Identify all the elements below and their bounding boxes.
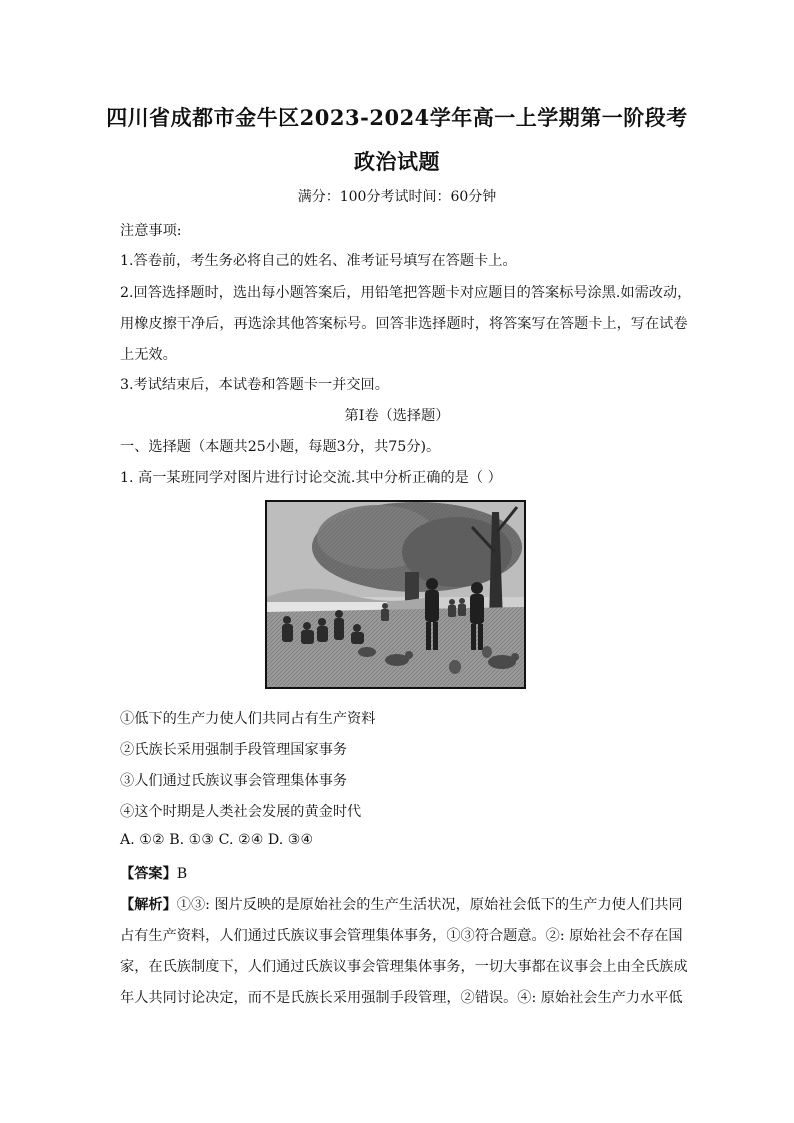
statement-item: ①低下的生产力使人们共同占有生产资料 — [120, 711, 376, 727]
analysis-text: ①③: 图片反映的是原始社会的生产生活状况，原始社会低下的生产力使人们共同 — [176, 897, 683, 913]
note-item: 1.答卷前，考生务必将自己的姓名、准考证号填写在答题卡上。 — [120, 253, 517, 269]
volume-label: 第Ⅰ卷（选择题） — [344, 408, 450, 424]
analysis-line — [120, 894, 683, 914]
answer-value: B — [176, 866, 188, 882]
document-title: 四川省成都市金牛区2023-2024学年高一上学期第一阶段考 — [106, 105, 688, 130]
statement-item: ④这个时期是人类社会发展的黄金时代 — [120, 804, 362, 820]
part-label: 一、选择题（本题共25小题，每题3分，共75分)。 — [120, 439, 441, 455]
answer-label: 【答案】 — [120, 866, 177, 882]
notes-heading: 注意事项: — [120, 223, 182, 239]
answer-line — [120, 863, 680, 883]
statement-item: ③人们通过氏族议事会管理集体事务 — [120, 773, 348, 789]
note-item: 上无效。 — [120, 347, 177, 363]
question-stem: 1. 高一某班同学对图片进行讨论交流.其中分析正确的是（ ） — [120, 470, 502, 486]
statement-item: ②氏族长采用强制手段管理国家事务 — [120, 742, 348, 758]
document-subtitle: 政治试题 — [354, 149, 440, 174]
note-item: 用橡皮擦干净后，再选涂其他答案标号。回答非选择题时，将答案写在答题卡上，写在试卷 — [120, 316, 688, 332]
analysis-line: 年人共同讨论决定，而不是氏族长采用强制手段管理，②错误。④: 原始社会生产力水平低 — [120, 990, 683, 1006]
analysis-line: 家，在氏族制度下，人们通过氏族议事会管理集体事务，一切大事都在议事会上由全氏族成 — [120, 959, 688, 975]
question-illustration — [265, 500, 526, 689]
note-item: 3.考试结束后，本试卷和答题卡一并交回。 — [120, 377, 389, 393]
note-item: 2.回答选择题时，选出每小题答案后，用铅笔把答题卡对应题目的答案标号涂黑.如需改动， — [120, 285, 692, 301]
analysis-line: 占有生产资料，人们通过氏族议事会管理集体事务，①③符合题意。②: 原始社会不存在国 — [120, 928, 683, 944]
answer-options: A. ①② B. ①③ C. ②④ D. ③④ — [120, 832, 314, 848]
analysis-label: 【解析】 — [120, 897, 177, 913]
exam-meta: 满分：100分考试时间：60分钟 — [297, 189, 497, 205]
primitive-scene-image — [267, 502, 524, 687]
